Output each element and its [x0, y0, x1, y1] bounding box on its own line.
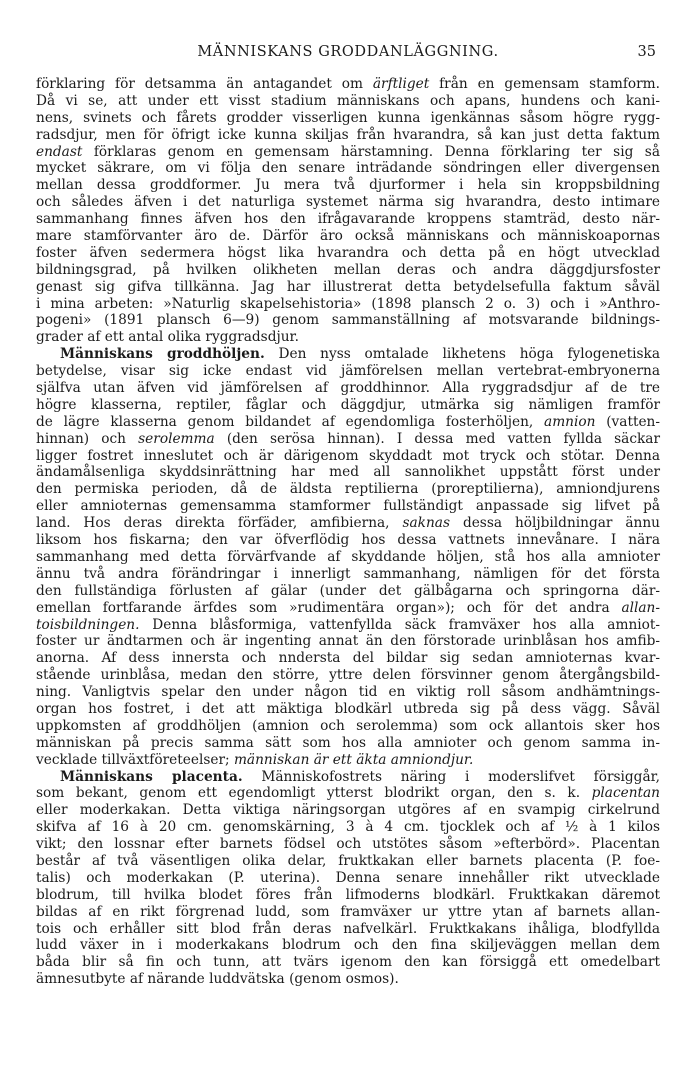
- text-line: [36, 701, 660, 718]
- text-line: [36, 549, 660, 566]
- text-segment: båda blir så fin och tunn, att tvärs igenom den kan försiggå ett omedelbart: [36, 954, 660, 971]
- text-segment: skifva af 16 à 20 cm. genomskärning, 3 à 4 cm. tjocklek och af ½ à 1 kilos: [36, 819, 660, 836]
- text-segment: bildas af en rikt förgrenad ludd, som framväxer ur yttre ytan af barnets allan-: [36, 903, 660, 920]
- text-segment: själfva utan äfven vid jämförelsen af groddhinnor. Alla ryggradsdjur af de tre: [36, 380, 660, 397]
- emphasized-text: saknas: [402, 515, 450, 532]
- text-segment: radsdjur, men för öfrigt icke kunna skiljas från hvarandra, så kan just detta faktum: [36, 126, 660, 143]
- emphasized-text: människan är ett äkta amniondjur.: [233, 751, 474, 768]
- text-line: [36, 346, 660, 363]
- text-segment: genast sig gifva tillkänna. Jag har illustrerat detta betydelsefulla faktum såväl: [36, 278, 660, 295]
- text-segment: från en gemensam stamform.: [429, 76, 660, 92]
- text-line: [36, 160, 660, 177]
- text-segment: dessa höljbildningar ännu: [449, 515, 660, 532]
- text-segment: sammanhang finnes äfven hos den ifrågavarande kroppens stamträd, desto när-: [36, 211, 660, 228]
- text-segment: (vatten-: [595, 413, 660, 430]
- emphasized-text: serolemma: [138, 430, 215, 447]
- text-line: [36, 279, 660, 296]
- text-line: [36, 819, 660, 836]
- text-line: [36, 93, 660, 110]
- text-line: [36, 566, 660, 583]
- text-line: [36, 177, 660, 194]
- text-line: [36, 921, 660, 938]
- text-segment: och således äfven i det naturliga systemet närma sig hvarandra, desto intimare: [36, 194, 660, 211]
- text-line: [36, 262, 660, 279]
- text-segment: består af två väsentligen olika delar, fruktkakan eller barnets placenta (P. foe-: [36, 852, 660, 869]
- text-segment: mycket säkrare, om vi följa den senare inträdande söndringen eller divergensen: [36, 160, 660, 177]
- text-segment: Den nyss omtalade likhetens höga fylogenetiska: [264, 346, 660, 363]
- text-line: [36, 76, 660, 93]
- text-line: [36, 600, 660, 617]
- text-line: [36, 667, 660, 684]
- text-line: [36, 296, 660, 313]
- text-segment: tois och erhåller sitt blod från deras nafvelkärl. Fruktkakans ihåliga, blodfyllda: [36, 920, 660, 937]
- text-line: [36, 718, 660, 735]
- text-line: [36, 515, 660, 532]
- text-segment: de lägre klasserna genom bildandet af egendomliga fosterhöljen,: [36, 413, 545, 430]
- text-segment: (den serösa hinnan). I dessa med vatten fyllda säckar: [214, 430, 660, 447]
- text-line: [36, 363, 660, 380]
- text-line: [36, 870, 660, 887]
- text-segment: uppkomsten af groddhöljen (amnion och serolemma) som ock allantois sker hos: [36, 717, 660, 734]
- text-segment: Människofostrets näring i moderslifvet försiggår,: [242, 768, 660, 785]
- text-line: [36, 836, 660, 853]
- text-segment: förklaras genom en gemensam härstamning. Denna förklaring ter sig så: [82, 143, 660, 160]
- section-heading: Människans placenta.: [60, 768, 243, 785]
- text-segment: organ hos fostret, i det att mäktiga blodkärl utbreda sig på dess vägg. Såväl: [36, 700, 660, 717]
- emphasized-text: amnion: [544, 413, 596, 430]
- text-line: [36, 498, 660, 515]
- text-segment: Då vi se, att under ett visst stadium människans och apans, hundens och kani-: [36, 92, 660, 109]
- text-line: [36, 194, 660, 211]
- text-line: [36, 448, 660, 465]
- text-segment: som bekant, genom ett egendomligt ytterst blodrikt organ, den s. k.: [36, 785, 592, 802]
- text-segment: hinnan) och: [36, 430, 139, 447]
- text-line: [36, 464, 660, 481]
- text-segment: Denna blåsformiga, vattenfyllda säck framväxer hos alla amniot-: [139, 616, 660, 633]
- emphasized-text: toisbildningen.: [36, 616, 140, 633]
- text-line: [36, 312, 660, 329]
- text-line: [36, 633, 660, 650]
- text-segment: talis) och moderkakan (P. uterina). Denna senare innehåller rikt utvecklade: [36, 869, 660, 886]
- text-line: [36, 785, 660, 802]
- text-segment: pogeni» (1891 plansch 6—9) genom sammanställning af motsvarande bildnings-: [36, 312, 660, 329]
- text-line: [36, 127, 660, 144]
- emphasized-text: endast: [36, 143, 83, 160]
- text-segment: land. Hos deras direkta förfäder, amfibierna,: [36, 515, 403, 532]
- text-segment: mellan dessa groddformer. Ju mera två djurformer i hela sin kroppsbildning: [36, 177, 660, 194]
- text-line: [36, 228, 660, 245]
- text-segment: foster ur ändtarmen och är ingenting annat än den förstorade urinblåsan hos amfib-: [36, 633, 660, 650]
- text-segment: vikt; den lossnar efter barnets födsel och utstötes såsom »efterbörd». Placentan: [36, 836, 660, 853]
- text-segment: mare stamförvanter äro de. Därför äro också människans och människoapornas: [36, 228, 660, 245]
- text-segment: människan på precis samma sätt som hos alla amnioter och genom samma in-: [36, 734, 660, 751]
- text-segment: betydelse, visar sig icke endast vid jämförelsen mellan vertebrat-embryonerna: [36, 363, 660, 380]
- text-segment: anorna. Af dess innersta och nndersta del bildar sig sedan amnioternas kvar-: [36, 650, 660, 667]
- text-line: [36, 853, 660, 870]
- text-line: [36, 144, 660, 161]
- text-segment: bildningsgrad, på hvilken olikheten mellan deras och andra däggdjursfoster: [36, 261, 660, 278]
- text-line: [36, 937, 660, 954]
- text-segment: stående urinblåsa, medan den större, yttre delen försvinner genom återgångsbild-: [36, 667, 660, 684]
- text-line: [36, 245, 660, 262]
- text-line: [36, 971, 660, 988]
- text-line: [36, 211, 660, 228]
- text-segment: eller moderkakan. Detta viktiga näringsorgan utgöres af en svampig cirkelrund: [36, 802, 660, 819]
- text-line: [36, 735, 660, 752]
- text-segment: i mina arbeten: »Naturlig skapelsehistoria» (1898 plansch 2 o. 3) och i »Anthro-: [36, 295, 660, 312]
- emphasized-text: placentan: [591, 785, 660, 802]
- text-segment: nens, svinets och fårets grodder visserligen kunna igenkännas såsom högre rygg-: [36, 109, 660, 126]
- text-line: [36, 904, 660, 921]
- text-segment: liksom hos fiskarna; den var öfverflödig hos dessa vattnets innevånare. I nära: [36, 532, 660, 549]
- text-line: [36, 684, 660, 701]
- text-segment: den permiska perioden, då de äldsta reptilierna (proreptilierna), amniondjurens: [36, 481, 660, 498]
- text-segment: förklaring för detsamma än antagandet om: [36, 76, 373, 92]
- text-segment: ning. Vanligtvis spelar den under någon tid en viktig roll såsom andhämtnings-: [36, 684, 660, 701]
- text-segment: högre klasserna, reptiler, fåglar och däggdjur, utmärka sig nämligen framför: [36, 396, 660, 413]
- text-line: [36, 617, 660, 634]
- text-line: [36, 887, 660, 904]
- text-line: [36, 954, 660, 971]
- text-line: [36, 110, 660, 127]
- section-heading: Människans groddhöljen.: [60, 346, 265, 363]
- text-line: [36, 752, 660, 769]
- text-segment: emellan fortfarande ärfdes som »rudimentära organ»); och för det andra: [36, 599, 622, 616]
- text-segment: ännu två andra förändringar i innerligt sammanhang, nämligen för det första: [36, 565, 660, 582]
- text-line: [36, 802, 660, 819]
- text-segment: ändamålsenliga skyddsinrättning har med all sannolikhet uppstått först under: [36, 464, 660, 481]
- text-segment: eller amnioternas gemensamma stamformer fullständigt anpassade sig lifvet på: [36, 498, 660, 515]
- text-line: [36, 397, 660, 414]
- text-segment: sammanhang med detta förvärfvande af skyddande höljen, stå hos alla amnioter: [36, 548, 660, 565]
- text-segment: ligger fostret inneslutet och är därigenom skyddadt mot tryck och stötar. Denna: [36, 447, 660, 464]
- text-segment: foster äfven sedermera högst lika hvarandra och detta på en högt utvecklad: [36, 244, 660, 261]
- text-segment: ludd växer in i moderkakans blodrum och den fina skiljeväggen mellan dem: [36, 937, 660, 954]
- text-segment: grader af ett antal olika ryggradsdjur.: [36, 329, 299, 346]
- emphasized-text: ärftliget: [372, 76, 430, 92]
- page-header: [36, 44, 660, 66]
- text-line: [36, 481, 660, 498]
- running-title: MÄNNISKANS GRODDANLÄGGNING.: [197, 44, 499, 60]
- text-line: [36, 329, 660, 346]
- body-text: [36, 76, 660, 988]
- text-line: [36, 414, 660, 431]
- emphasized-text: allan-: [621, 599, 660, 616]
- text-line: [36, 769, 660, 786]
- text-segment: vecklade tillväxtföreteelser;: [36, 751, 234, 768]
- text-line: [36, 650, 660, 667]
- text-segment: ämnesutbyte af närande luddvätska (genom osmos).: [36, 971, 399, 988]
- page-number: 35: [637, 44, 656, 60]
- text-line: [36, 431, 660, 448]
- text-line: [36, 583, 660, 600]
- text-segment: den fullständiga förlusten af gälar (under det gälbågarna och springorna där-: [36, 582, 660, 599]
- text-segment: blodrum, till hvilka blodet föres från lifmoderns blodkärl. Fruktkakan däremot: [36, 886, 660, 903]
- text-line: [36, 380, 660, 397]
- text-line: [36, 532, 660, 549]
